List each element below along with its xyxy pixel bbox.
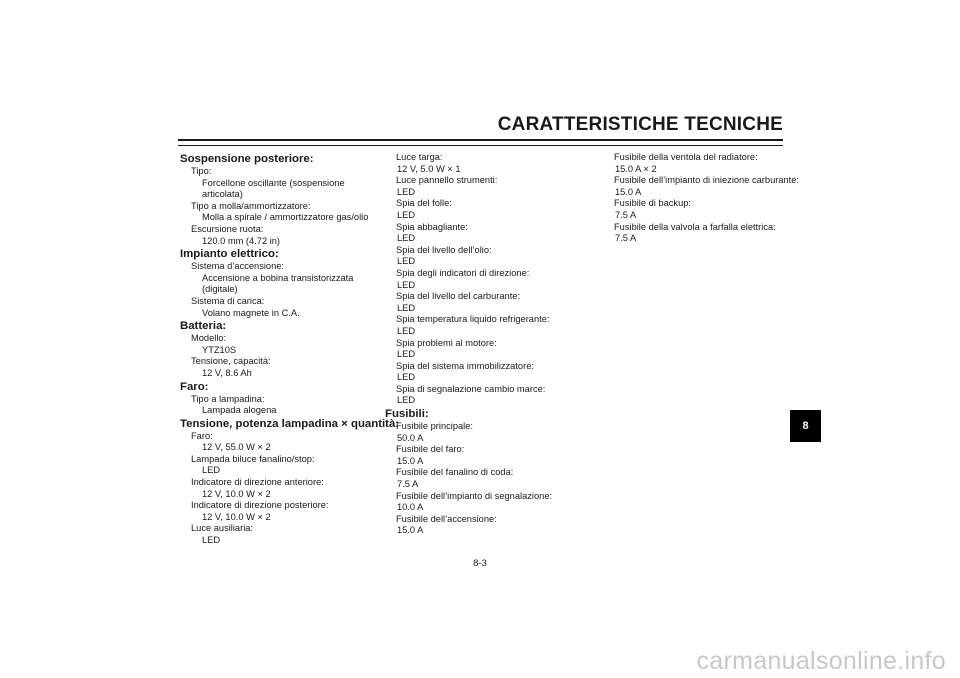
- spec-label: Spia del livello dell’olio:: [396, 244, 492, 255]
- spec-label: Sistema di carica:: [191, 295, 265, 306]
- spec-label: Luce targa:: [396, 152, 443, 162]
- spec-label: Fusibile dell’accensione:: [396, 513, 497, 524]
- spec-value: 12 V, 5.0 W × 1: [397, 163, 461, 174]
- spec-value: 10.0 A: [397, 502, 424, 513]
- spec-label: Spia del folle:: [396, 198, 452, 209]
- spec-value: LED: [202, 535, 221, 546]
- spec-label: Fusibile della valvola a farfalla elettrica:: [614, 221, 776, 232]
- spec-value: 12 V, 8.6 Ah: [202, 367, 252, 378]
- section-heading: Faro:: [180, 380, 209, 393]
- spec-label: Luce ausiliaria:: [191, 523, 254, 534]
- spec-label: Modello:: [191, 333, 227, 344]
- spec-label: Spia problemi al motore:: [396, 337, 497, 348]
- spec-value: Forcellone oscillante (sospensione articolata): [202, 177, 345, 200]
- spec-value: Volano magnete in C.A.: [202, 307, 300, 318]
- chapter-tab: 8: [790, 410, 821, 442]
- spec-value: Lampada alogena: [202, 405, 277, 416]
- spec-label: Fusibile dell’impianto di iniezione carburante:: [614, 175, 800, 186]
- spec-label: Fusibile del fanalino di coda:: [396, 467, 514, 478]
- spec-value: LED: [202, 465, 221, 476]
- spec-value: 15.0 A: [397, 455, 424, 466]
- page-title: CARATTERISTICHE TECNICHE: [497, 114, 783, 135]
- spec-value: 15.0 A × 2: [615, 163, 657, 174]
- spec-label: Faro:: [191, 430, 213, 441]
- spec-value: LED: [397, 256, 416, 267]
- spec-value: LED: [397, 233, 416, 244]
- spec-value: 12 V, 10.0 W × 2: [202, 488, 271, 499]
- spec-value: 7.5 A: [615, 233, 637, 244]
- spec-value: LED: [397, 395, 416, 406]
- spec-value: 120.0 mm (4.72 in): [202, 235, 281, 246]
- spec-label: Fusibile principale:: [396, 421, 473, 432]
- section-heading: Sospensione posteriore:: [180, 153, 314, 165]
- spec-label: Escursione ruota:: [191, 223, 264, 234]
- spec-value: LED: [397, 279, 416, 290]
- spec-value: 12 V, 10.0 W × 2: [202, 511, 271, 522]
- spec-label: Indicatore di direzione anteriore:: [191, 477, 324, 488]
- spec-value: 7.5 A: [397, 479, 419, 490]
- section-heading: Batteria:: [180, 320, 227, 333]
- spec-label: Spia di segnalazione cambio marce:: [396, 383, 546, 394]
- spec-label: Spia del livello del carburante:: [396, 291, 521, 302]
- spec-label: Luce pannello strumenti:: [396, 175, 498, 186]
- spec-value: LED: [397, 186, 416, 197]
- spec-label: Spia abbagliante:: [396, 221, 468, 232]
- spec-value: LED: [397, 349, 416, 360]
- section-heading: Fusibili:: [385, 408, 429, 421]
- spec-label: Spia degli indicatori di direzione:: [396, 267, 530, 278]
- spec-label: Indicatore di direzione posteriore:: [191, 500, 329, 511]
- spec-label: Fusibile del faro:: [396, 444, 465, 455]
- spec-label: Fusibile dell’impianto di segnalazione:: [396, 490, 553, 501]
- spec-column-2: [385, 152, 600, 537]
- spec-label: Spia del sistema immobilizzatore:: [396, 360, 534, 371]
- spec-column-3: [603, 152, 803, 245]
- spec-label: Tipo a lampadina:: [191, 393, 265, 404]
- spec-value: 15.0 A: [615, 186, 642, 197]
- spec-value: YTZ10S: [202, 344, 237, 355]
- watermark: carmanualsonline.info: [696, 647, 946, 675]
- page-number: 8-3: [473, 558, 487, 569]
- spec-value: 12 V, 55.0 W × 2: [202, 442, 271, 453]
- section-heading: Impianto elettrico:: [180, 248, 279, 261]
- spec-value: LED: [397, 372, 416, 383]
- spec-value: Molla a spirale / ammortizzatore gas/olio: [202, 212, 369, 223]
- spec-column-1: [180, 152, 400, 547]
- title-rule: [178, 139, 783, 146]
- spec-label: Tipo:: [191, 166, 212, 176]
- spec-value: 50.0 A: [397, 432, 424, 443]
- spec-value: LED: [397, 209, 416, 220]
- spec-label: Lampada biluce fanalino/stop:: [191, 453, 315, 464]
- spec-label: Fusibile della ventola del radiatore:: [614, 152, 758, 162]
- spec-value: LED: [397, 302, 416, 313]
- spec-label: Spia temperatura liquido refrigerante:: [396, 314, 550, 325]
- section-heading: Tensione, potenza lampadina × quantità:: [180, 417, 400, 430]
- spec-label: Tensione, capacità:: [191, 356, 271, 367]
- spec-label: Sistema d’accensione:: [191, 261, 285, 272]
- spec-label: Tipo a molla/ammortizzatore:: [191, 200, 311, 211]
- spec-value: 15.0 A: [397, 525, 424, 536]
- spec-value: LED: [397, 325, 416, 336]
- spec-value: 7.5 A: [615, 209, 637, 220]
- spec-label: Fusibile di backup:: [614, 198, 691, 209]
- spec-value: Accensione a bobina transistorizzata (digitale): [202, 272, 354, 295]
